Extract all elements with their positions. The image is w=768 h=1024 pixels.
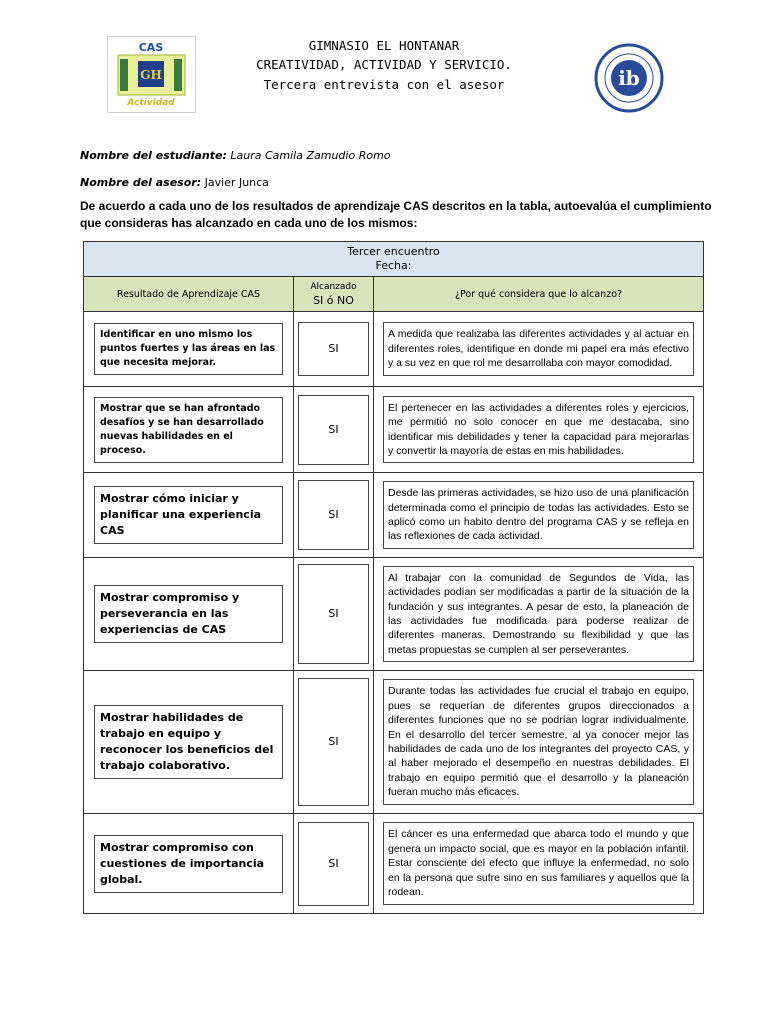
table-row [84,558,704,671]
cas-logo-subtext: Actividad [127,98,175,108]
achieved-options: SI ó NO [313,293,354,307]
table-row [84,312,704,387]
document-subtitle: Tercera entrevista con el asesor [263,77,505,92]
achieved-label: Alcanzado [310,281,357,292]
meeting-title: Tercer encuentro [347,245,440,258]
ib-logo [594,43,664,113]
why-cell: A medida que realizaba las diferentes actividades y al actuar en diferentes roles, identifique en donde mi papel era más efectivo y a su vez en que rol me desarrollaba con mayor comodidad. [374,312,704,387]
school-title: GIMNASIO EL HONTANAR [308,38,460,53]
why-cell: Durante todas las actividades fue crucial el trabajo en equipo, pues se requerían de diferentes grupos direccionados a diferentes funciones que no se podrían lograr individualmente. En el desarrollo del tercer semestre, al ya conocer mejor las habilidades de cada uno de los integrantes del proyecto CAS, y al haber mejorado el desempeño en nuestras debilidades. El trabajo en equipo permitió que el desarrollo y la planeación fueran mucho más eficaces. [374,671,704,814]
col-result-header: Resultado de Aprendizaje CAS [84,277,294,312]
why-cell: El pertenecer en las actividades a diferentes roles y ejercicios, me permitió no solo conocer en que me destacaba, sino identificar mis debilidades y tener la capacidad para mejorarlas y convertir la mayoría de estas en mis habilidades. [374,387,704,473]
achieved-cell: SI [294,312,374,387]
table-row [84,387,704,473]
assessment-table [83,241,704,914]
student-label: Nombre del estudiante: [80,149,227,162]
advisor-name: Javier Junca [204,176,269,189]
student-name-line [80,149,391,162]
advisor-name-line [80,176,269,189]
table-title-row [84,242,704,277]
result-cell: Mostrar que se han afrontado desafíos y se han desarrollado nuevas habilidades en el proceso. [84,387,294,473]
instructions: De acuerdo a cada uno de los resultados de aprendizaje CAS descritos en la tabla, autoevalúa el cumplimiento que consideras has alcanzado en cada uno de los mismos: [80,199,712,230]
cas-logo-text: CAS [138,41,164,54]
advisor-label: Nombre del asesor: [80,176,202,189]
result-cell: Mostrar cómo iniciar y planificar una experiencia CAS [84,473,294,558]
student-name: Laura Camila Zamudio Romo [230,149,391,162]
table-row [84,473,704,558]
result-cell: Identificar en uno mismo los puntos fuertes y las áreas en las que necesita mejorar. [84,312,294,387]
ib-logo-text: ib [618,66,640,90]
achieved-cell: SI [294,558,374,671]
svg-text:GH: GH [140,68,162,82]
achieved-cell: SI [294,473,374,558]
why-cell: Al trabajar con la comunidad de Segundos de Vida, las actividades podían ser modificadas a partir de la situación de la fundación y sus integrantes. A pesar de esto, la planeación de las actividades fue modificada para poderse realizar de diferentes maneras. Demostrando su flexibilidad y que las metas propuestas se cumplen al ser perseverantes. [374,558,704,671]
result-cell: Mostrar compromiso y perseverancia en las experiencias de CAS [84,558,294,671]
date-label: Fecha: [375,259,412,272]
achieved-cell: SI [294,814,374,914]
col-achieved-header [294,277,374,312]
meeting-header [84,242,704,277]
result-cell: Mostrar habilidades de trabajo en equipo y reconocer los beneficios del trabajo colaborativo. [84,671,294,814]
column-header-row [84,277,704,312]
why-cell: Desde las primeras actividades, se hizo uso de una planificación determinada como el principio de todas las actividades. Esto se aplicó como un habito dentro del programa CAS y se refleja en las reflexiones de cada actividad. [374,473,704,558]
col-why-header: ¿Por qué considera que lo alcanzo? [374,277,704,312]
table-row [84,814,704,914]
why-cell: El cáncer es una enfermedad que abarca todo el mundo y que genera un impacto social, que es mayor en la población infantil. Estar consciente del efecto que influye la enfermedad, no solo en la persona que sufre sino en sus familiares y aquellos que la rodean. [374,814,704,914]
table-row [84,671,704,814]
achieved-cell: SI [294,387,374,473]
program-title: CREATIVIDAD, ACTIVIDAD Y SERVICIO. [256,57,512,72]
achieved-cell: SI [294,671,374,814]
result-cell: Mostrar compromiso con cuestiones de importancia global. [84,814,294,914]
